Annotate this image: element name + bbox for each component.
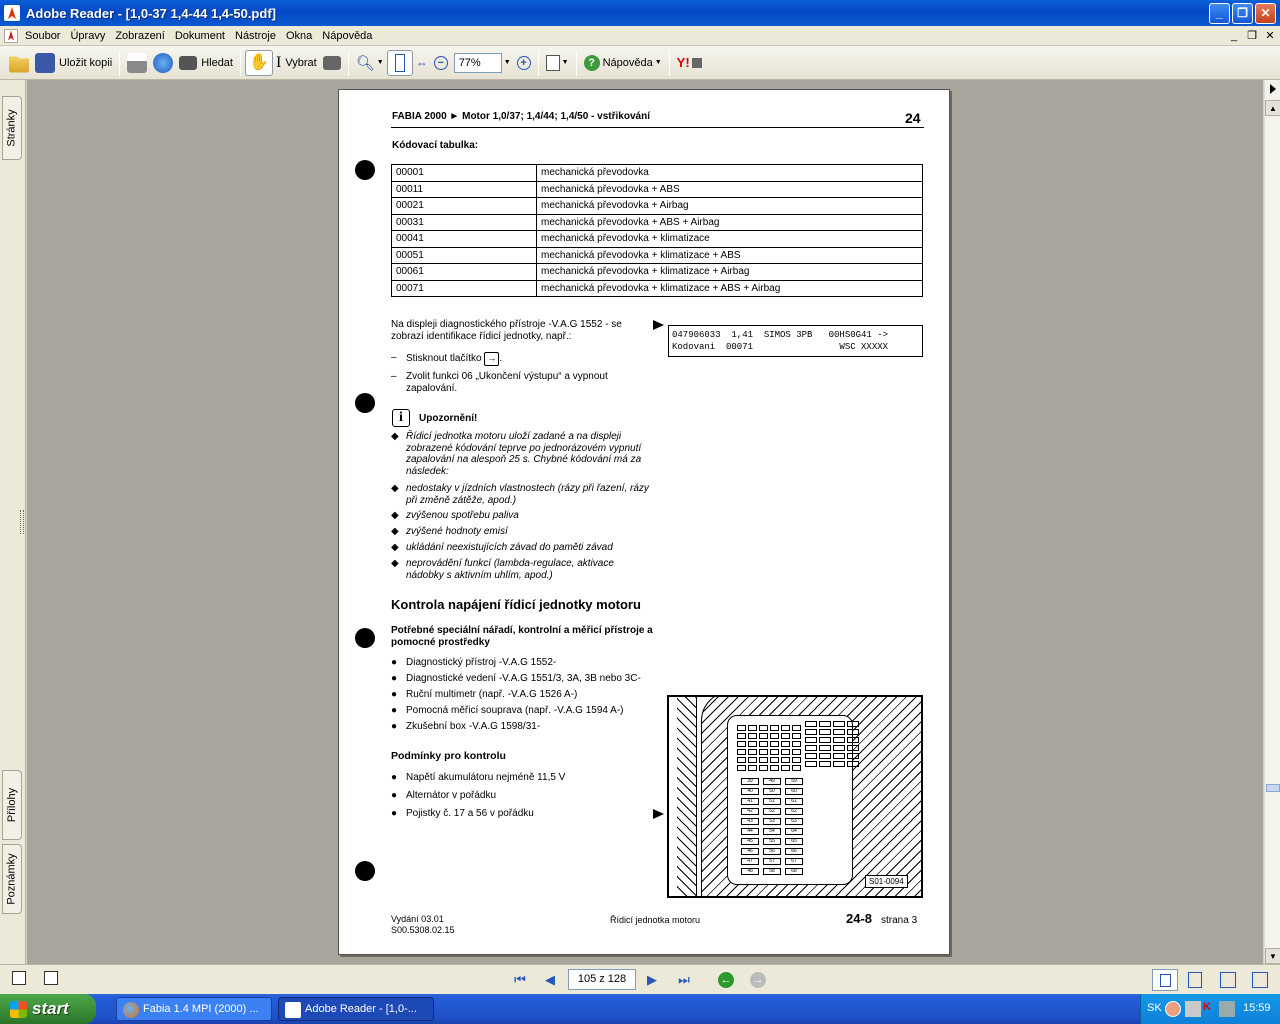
bullet-icon: ● bbox=[391, 790, 398, 801]
task-firefox-label: Fabia 1.4 MPI (2000) ... bbox=[143, 1003, 259, 1015]
adobe-reader-icon bbox=[4, 5, 20, 21]
relay-slot bbox=[737, 725, 746, 731]
menu-soubor[interactable]: Soubor bbox=[25, 29, 61, 42]
footer-edition: Vydání 03.01 bbox=[391, 914, 444, 924]
table-cell-desc: mechanická převodovka + Airbag bbox=[537, 198, 923, 215]
antivirus-icon[interactable]: K bbox=[1203, 1001, 1211, 1013]
yahoo-button[interactable] bbox=[674, 50, 705, 76]
relay-slot bbox=[792, 741, 801, 747]
search-button[interactable] bbox=[176, 50, 236, 76]
fuse-small-slot bbox=[805, 761, 817, 767]
page-size-button[interactable] bbox=[44, 971, 58, 985]
select-label: Vybrat bbox=[285, 56, 317, 69]
display-line-2: Kodovani 00071 WSC XXXXX bbox=[672, 342, 889, 352]
clock: 15:59 bbox=[1243, 1002, 1271, 1014]
minimize-button[interactable]: _ bbox=[1209, 3, 1230, 24]
save-copy-label: Uložit kopii bbox=[59, 56, 113, 69]
prev-page-button[interactable]: ◀ bbox=[545, 972, 555, 987]
adobe-task-icon bbox=[285, 1002, 301, 1018]
table-cell-desc: mechanická převodovka + klimatizace + Airbag bbox=[537, 264, 923, 281]
step-1: – Stisknout tlačítko → . bbox=[391, 352, 503, 364]
table-cell-desc: mechanická převodovka + klimatizace bbox=[537, 231, 923, 248]
fuse-slot: 66 bbox=[785, 848, 803, 855]
list-item-text: Napětí akumulátoru nejméně 11,5 V bbox=[406, 772, 566, 783]
binding-hole bbox=[355, 628, 375, 648]
fuse-slot: 39 bbox=[741, 778, 759, 785]
camera-icon bbox=[323, 56, 341, 70]
fuse-slot: 40 bbox=[741, 788, 759, 795]
title-bar bbox=[0, 0, 1280, 26]
display-intro: Na displeji diagnostického přístroje -V.A.G 1552 - se zobrazí identifikace řídicí jednotky, např.: bbox=[391, 319, 622, 342]
list-item bbox=[391, 510, 653, 522]
bullet-icon: ● bbox=[391, 657, 398, 668]
relay-slot bbox=[748, 725, 757, 731]
table-row bbox=[392, 280, 923, 297]
list-item bbox=[391, 808, 661, 820]
tab-comments-label: Poznámky bbox=[6, 853, 19, 905]
list-item-text: nedostaky v jízdních vlastnostech (rázy při řazení, rázy při změně zátěže, apod.) bbox=[406, 483, 649, 506]
zoom-out-button[interactable] bbox=[431, 50, 451, 76]
relay-slot bbox=[792, 725, 801, 731]
relay-slot bbox=[759, 765, 768, 771]
zoom-in-button[interactable] bbox=[514, 50, 534, 76]
chevron-down-icon[interactable]: ▼ bbox=[503, 59, 511, 66]
folder-open-icon bbox=[9, 53, 29, 73]
list-item bbox=[391, 526, 653, 538]
tab-pages-label: Stránky bbox=[6, 109, 19, 147]
table-cell-desc: mechanická převodovka + ABS + Airbag bbox=[537, 214, 923, 231]
windows-logo-icon bbox=[10, 1001, 27, 1018]
fuse-slot: 50 bbox=[763, 788, 781, 795]
relay-slot bbox=[781, 757, 790, 763]
menu-napoveda[interactable]: Nápověda bbox=[322, 29, 373, 42]
fuse-slot: 48 bbox=[741, 868, 759, 875]
forward-view-icon[interactable]: → bbox=[750, 972, 766, 988]
email-button[interactable] bbox=[150, 50, 176, 76]
fuse-slot: 61 bbox=[785, 798, 803, 805]
floppy-disk-icon bbox=[35, 53, 55, 73]
first-page-button[interactable]: ⏮ bbox=[514, 972, 526, 987]
fuse-slot: 46 bbox=[741, 848, 759, 855]
list-item bbox=[391, 431, 653, 477]
scroll-thumb[interactable] bbox=[1266, 784, 1280, 792]
toolbar bbox=[0, 46, 1280, 80]
fuse-small-slot bbox=[847, 729, 859, 735]
list-item-text: zvýšené hodnoty emisí bbox=[406, 526, 508, 537]
table-row bbox=[392, 214, 923, 231]
list-item bbox=[391, 542, 653, 554]
continuous-layout-button[interactable] bbox=[1188, 972, 1202, 988]
start-button[interactable] bbox=[0, 994, 96, 1024]
list-item bbox=[391, 558, 653, 581]
list-item-text: neprovádění funkcí (lambda-regulace, aktivace nádobky s aktivním uhlím, apod.) bbox=[406, 558, 614, 581]
fuse-slot: 44 bbox=[741, 828, 759, 835]
table-cell-desc: mechanická převodovka bbox=[537, 165, 923, 182]
relay-slot bbox=[759, 733, 768, 739]
relay-slot bbox=[759, 741, 768, 747]
page-header: FABIA 2000 ► Motor 1,0/37; 1,4/44; 1,4/50 - vstřikování bbox=[392, 111, 650, 122]
snapshot-button[interactable] bbox=[320, 50, 344, 76]
table-row bbox=[392, 198, 923, 215]
list-item-text: Pomocná měřicí souprava (např. -V.A.G 1594 A-) bbox=[406, 705, 624, 716]
task-adobe-label: Adobe Reader - [1,0-... bbox=[305, 1003, 417, 1015]
taskbar bbox=[0, 994, 1280, 1024]
coding-table bbox=[391, 164, 923, 297]
fuse-small-slot bbox=[819, 745, 831, 751]
open-button[interactable] bbox=[6, 50, 32, 76]
magnifier-icon: 🔍︎ bbox=[355, 54, 375, 72]
task-adobe-reader[interactable] bbox=[278, 997, 434, 1021]
bullet-icon: ● bbox=[391, 772, 398, 783]
fuse-slot: 57 bbox=[763, 858, 781, 865]
fuse-small-slot bbox=[833, 721, 845, 727]
language-indicator[interactable]: SK bbox=[1147, 1002, 1162, 1014]
pages-icon bbox=[546, 55, 560, 71]
printer-icon bbox=[127, 53, 147, 73]
pane-splitter[interactable] bbox=[20, 510, 24, 534]
tab-comments[interactable] bbox=[2, 844, 22, 914]
table-cell-desc: mechanická převodovka + ABS bbox=[537, 181, 923, 198]
footer-page: 24-8 bbox=[846, 911, 873, 926]
fuse-slot: 53 bbox=[763, 818, 781, 825]
tab-attachments[interactable] bbox=[2, 770, 22, 840]
fuse-slot: 45 bbox=[741, 838, 759, 845]
document-icon[interactable] bbox=[4, 29, 18, 43]
yahoo-icon: Y! bbox=[676, 55, 690, 70]
fuse-slot: 63 bbox=[785, 818, 803, 825]
menu-dokument[interactable]: Dokument bbox=[174, 29, 225, 42]
search-label: Hledat bbox=[201, 56, 233, 69]
last-page-button[interactable]: ⏭ bbox=[678, 972, 690, 987]
relay-slot bbox=[748, 765, 757, 771]
relay-slot bbox=[737, 749, 746, 755]
fuse-small-slot bbox=[833, 737, 845, 743]
fuse-slot: 52 bbox=[763, 808, 781, 815]
fuse-small-slot bbox=[833, 745, 845, 751]
fuse-small-slot bbox=[847, 737, 859, 743]
table-cell-code: 00041 bbox=[392, 231, 537, 248]
bullet-icon: ● bbox=[391, 689, 398, 700]
relay-slot bbox=[770, 757, 779, 763]
fuse-small-slot bbox=[847, 721, 859, 727]
zoom-combo[interactable] bbox=[451, 50, 514, 76]
fit-width-icon: ⇔ bbox=[415, 55, 428, 70]
relay-slot bbox=[748, 749, 757, 755]
fuse-slot: 60 bbox=[785, 788, 803, 795]
fuse-slot: 67 bbox=[785, 858, 803, 865]
table-cell-code: 00061 bbox=[392, 264, 537, 281]
chevron-down-icon: ▼ bbox=[654, 59, 662, 66]
binding-hole bbox=[355, 393, 375, 413]
bullet-icon: ● bbox=[391, 808, 398, 819]
fuse-small-slot bbox=[819, 753, 831, 759]
next-page-button[interactable]: ▶ bbox=[647, 972, 657, 987]
list-item-text: ukládání neexistujících závad do paměti závad bbox=[406, 542, 613, 553]
relay-slot bbox=[792, 749, 801, 755]
fuse-small-slot bbox=[805, 729, 817, 735]
hand-icon: ✋ bbox=[249, 53, 269, 71]
scroll-track[interactable] bbox=[1266, 118, 1280, 948]
zoom-in-icon: + bbox=[517, 56, 531, 70]
task-firefox[interactable] bbox=[116, 997, 272, 1021]
firefox-icon bbox=[123, 1002, 139, 1018]
fuse-small-slot bbox=[833, 761, 845, 767]
fuse-small-slot bbox=[805, 721, 817, 727]
bullet-icon: ◆ bbox=[391, 510, 399, 521]
select-tool-button[interactable] bbox=[273, 50, 320, 76]
footer-strana: strana 3 bbox=[881, 915, 918, 926]
bullet-icon: ● bbox=[391, 721, 398, 732]
relay-slot bbox=[737, 733, 746, 739]
fuse-slot: 42 bbox=[741, 808, 759, 815]
fuse-small-slot bbox=[847, 745, 859, 751]
system-tray bbox=[1140, 994, 1280, 1024]
fuse-slot: 68 bbox=[785, 868, 803, 875]
rotate-view-button[interactable] bbox=[543, 50, 572, 76]
step-2-text: Zvolit funkci 06 „Ukončení výstupu“ a vypnout zapalování. bbox=[406, 371, 608, 394]
close-button[interactable]: ✕ bbox=[1255, 3, 1276, 24]
tab-attachments-label: Přílohy bbox=[6, 787, 18, 823]
figure-label: S01-0094 bbox=[865, 875, 908, 888]
status-bar bbox=[0, 964, 1280, 994]
save-copy-button[interactable] bbox=[32, 50, 115, 76]
text-cursor-icon: I bbox=[275, 53, 282, 71]
fuse-slot: 55 bbox=[763, 838, 781, 845]
figure-frame-stripes bbox=[677, 697, 697, 897]
menu-upravy[interactable]: Úpravy bbox=[70, 29, 106, 42]
step-2: – Zvolit funkci 06 „Ukončení výstupu“ a vypnout zapalování. bbox=[391, 371, 653, 394]
relay-slot bbox=[737, 741, 746, 747]
relay-slot bbox=[781, 733, 790, 739]
binding-hole bbox=[355, 160, 375, 180]
fuse-slot: 65 bbox=[785, 838, 803, 845]
zoom-tool-button[interactable] bbox=[353, 50, 387, 76]
list-item-text: Alternátor v pořádku bbox=[406, 790, 497, 801]
navigation-pane bbox=[0, 80, 26, 964]
table-cell-code: 00031 bbox=[392, 214, 537, 231]
list-item bbox=[391, 790, 661, 802]
list-item-text: Ruční multimetr (např. -V.A.G 1526 A-) bbox=[406, 689, 578, 700]
help-button[interactable] bbox=[581, 50, 665, 76]
fuse-small-slot bbox=[847, 761, 859, 767]
fuse-box-figure bbox=[667, 695, 923, 898]
relay-slot bbox=[770, 749, 779, 755]
fuse-slot: 64 bbox=[785, 828, 803, 835]
relay-slot bbox=[770, 725, 779, 731]
email-globe-icon bbox=[153, 53, 173, 73]
list-item-text: Diagnostický přístroj -V.A.G 1552- bbox=[406, 657, 557, 668]
menu-okna[interactable]: Okna bbox=[285, 29, 313, 42]
menu-nastroje[interactable]: Nástroje bbox=[235, 29, 276, 42]
relay-slot bbox=[737, 765, 746, 771]
bullet-icon: ◆ bbox=[391, 483, 399, 494]
fuse-small-slot bbox=[805, 753, 817, 759]
fuse-small-slot bbox=[805, 745, 817, 751]
list-item bbox=[391, 721, 661, 733]
conditions-title: Podmínky pro kontrolu bbox=[391, 750, 506, 762]
relay-slot bbox=[759, 725, 768, 731]
relay-slot bbox=[759, 757, 768, 763]
notice-title: Upozornění! bbox=[419, 413, 478, 424]
doc-close-button[interactable]: ✕ bbox=[1265, 30, 1275, 42]
list-item-text: Řídicí jednotka motoru uloží zadané a na displeji zobrazené kódování teprve po jednorázovém vypnutí zapalování na alespoň 25 s. Chybné kódování má za následek: bbox=[406, 431, 642, 477]
bullet-icon: ● bbox=[391, 705, 398, 716]
bullet-icon: ◆ bbox=[391, 542, 399, 553]
fuse-slot: 41 bbox=[741, 798, 759, 805]
relay-slot bbox=[792, 765, 801, 771]
binding-hole bbox=[355, 861, 375, 881]
table-cell-desc: mechanická převodovka + klimatizace + ABS + Airbag bbox=[537, 280, 923, 297]
doc-restore-button[interactable]: ❐ bbox=[1247, 30, 1257, 42]
fuse-slot: 54 bbox=[763, 828, 781, 835]
list-item-text: Diagnostické vedení -V.A.G 1551/3, 3A, 3B nebo 3C- bbox=[406, 673, 641, 684]
fuse-small-slot bbox=[833, 753, 845, 759]
relay-slot bbox=[781, 765, 790, 771]
start-label: start bbox=[32, 999, 69, 1018]
fuse-slot: 51 bbox=[763, 798, 781, 805]
list-item bbox=[391, 673, 661, 685]
relay-slot bbox=[770, 733, 779, 739]
volume-icon[interactable] bbox=[1219, 1001, 1235, 1017]
arrow-marker-icon bbox=[653, 809, 664, 819]
fuse-small-slot bbox=[819, 729, 831, 735]
fuse-slot: 43 bbox=[741, 818, 759, 825]
display-readout bbox=[668, 325, 923, 357]
single-page-icon bbox=[1160, 974, 1171, 987]
arrow-marker-icon bbox=[653, 320, 664, 330]
zoom-out-icon: − bbox=[434, 56, 448, 70]
fit-page-icon bbox=[395, 54, 405, 72]
fuse-slot: 59 bbox=[785, 778, 803, 785]
relay-slot bbox=[748, 733, 757, 739]
table-cell-code: 00051 bbox=[392, 247, 537, 264]
bullet-icon: ◆ bbox=[391, 431, 399, 442]
relay-slot bbox=[792, 757, 801, 763]
table-title: Kódovací tabulka: bbox=[392, 140, 479, 151]
fuse-slot: 56 bbox=[763, 848, 781, 855]
fuse-small-slot bbox=[819, 721, 831, 727]
scroll-up-button[interactable]: ▲ bbox=[1265, 100, 1280, 116]
table-row bbox=[392, 165, 923, 182]
relay-slot bbox=[781, 749, 790, 755]
display-line-1: 047906033 1,41 SIMOS 3PB 00HS0G41 -> bbox=[672, 330, 889, 340]
zoom-input[interactable]: 77% bbox=[454, 53, 502, 73]
tray-expand-icon[interactable] bbox=[1165, 1001, 1181, 1017]
binoculars-icon bbox=[179, 56, 197, 70]
table-cell-code: 00011 bbox=[392, 181, 537, 198]
bullet-icon: ● bbox=[391, 673, 398, 684]
fuse-small-slot bbox=[805, 737, 817, 743]
chevron-down-icon: ▼ bbox=[561, 59, 569, 66]
facing-layout-button[interactable] bbox=[1220, 972, 1236, 988]
relay-slot bbox=[759, 749, 768, 755]
window-title: Adobe Reader - [1,0-37 1,4-44 1,4-50.pdf] bbox=[26, 5, 276, 21]
pages-panel-button[interactable] bbox=[12, 971, 26, 985]
table-row bbox=[392, 231, 923, 248]
chevron-down-icon: ▼ bbox=[376, 59, 384, 66]
single-page-layout-button[interactable] bbox=[1152, 969, 1178, 991]
list-item-text: Pojistky č. 17 a 56 v pořádku bbox=[406, 808, 534, 819]
list-item bbox=[391, 689, 661, 701]
page-number-input[interactable]: 105 z 128 bbox=[568, 969, 636, 990]
relay-slot bbox=[748, 741, 757, 747]
fit-page-button[interactable] bbox=[387, 50, 413, 76]
footer-center: Řídicí jednotka motoru bbox=[610, 915, 701, 925]
continuous-facing-button[interactable] bbox=[1252, 972, 1268, 988]
relay-slot bbox=[781, 725, 790, 731]
step-1-text: Stisknout tlačítko bbox=[406, 353, 482, 364]
footer-code: S00.5308.02.15 bbox=[391, 925, 455, 935]
bullet-icon: ◆ bbox=[391, 558, 399, 569]
list-item-text: zvýšenou spotřebu paliva bbox=[406, 510, 519, 521]
network-icon[interactable] bbox=[1185, 1001, 1201, 1017]
list-item bbox=[391, 705, 661, 717]
relay-slot bbox=[770, 765, 779, 771]
arrow-key-icon: → bbox=[484, 352, 499, 366]
table-row bbox=[392, 264, 923, 281]
table-row bbox=[392, 181, 923, 198]
fuse-small-slot bbox=[819, 761, 831, 767]
fuse-small-slot bbox=[819, 737, 831, 743]
list-item bbox=[391, 772, 661, 784]
fit-width-button[interactable] bbox=[413, 50, 431, 76]
back-view-icon[interactable]: ← bbox=[718, 972, 734, 988]
print-button[interactable] bbox=[124, 50, 150, 76]
section-title: Kontrola napájení řídicí jednotky motoru bbox=[391, 597, 641, 612]
info-icon: i bbox=[392, 409, 410, 427]
menu-bar bbox=[0, 26, 1280, 46]
arrow-right-icon[interactable] bbox=[1270, 84, 1276, 94]
help-label: Nápověda bbox=[602, 56, 653, 69]
relay-slot bbox=[781, 741, 790, 747]
fuse-slot: 62 bbox=[785, 808, 803, 815]
vertical-scrollbar[interactable] bbox=[1264, 80, 1280, 964]
list-item-text: Zkušební box -V.A.G 1598/31- bbox=[406, 721, 541, 732]
relay-slot bbox=[748, 757, 757, 763]
table-cell-code: 00021 bbox=[392, 198, 537, 215]
table-cell-code: 00001 bbox=[392, 165, 537, 182]
table-row bbox=[392, 247, 923, 264]
fuse-slot: 47 bbox=[741, 858, 759, 865]
hand-tool-button[interactable] bbox=[245, 50, 273, 76]
relay-slot bbox=[792, 733, 801, 739]
relay-slot bbox=[770, 741, 779, 747]
fuse-slot: 58 bbox=[763, 868, 781, 875]
table-cell-code: 00071 bbox=[392, 280, 537, 297]
bullet-icon: ◆ bbox=[391, 526, 399, 537]
tab-pages[interactable] bbox=[2, 96, 22, 160]
tools-title: Potřebné speciální nářadí, kontrolní a měřicí přístroje a pomocné prostředky bbox=[391, 625, 653, 648]
fuse-small-slot bbox=[847, 753, 859, 759]
scroll-down-button[interactable]: ▼ bbox=[1265, 948, 1280, 964]
menu-zobrazeni[interactable]: Zobrazení bbox=[115, 29, 165, 42]
relay-slot bbox=[737, 757, 746, 763]
page-number: 24 bbox=[905, 110, 921, 126]
table-cell-desc: mechanická převodovka + klimatizace + ABS bbox=[537, 247, 923, 264]
doc-minimize-button[interactable]: _ bbox=[1230, 29, 1238, 42]
fuse-slot: 49 bbox=[763, 778, 781, 785]
pdf-page bbox=[338, 89, 950, 955]
search-mini-icon bbox=[692, 58, 702, 68]
list-item bbox=[391, 483, 653, 506]
maximize-button[interactable]: ❐ bbox=[1232, 3, 1253, 24]
list-item bbox=[391, 657, 661, 669]
help-icon: ? bbox=[584, 55, 600, 71]
fuse-small-slot bbox=[833, 729, 845, 735]
